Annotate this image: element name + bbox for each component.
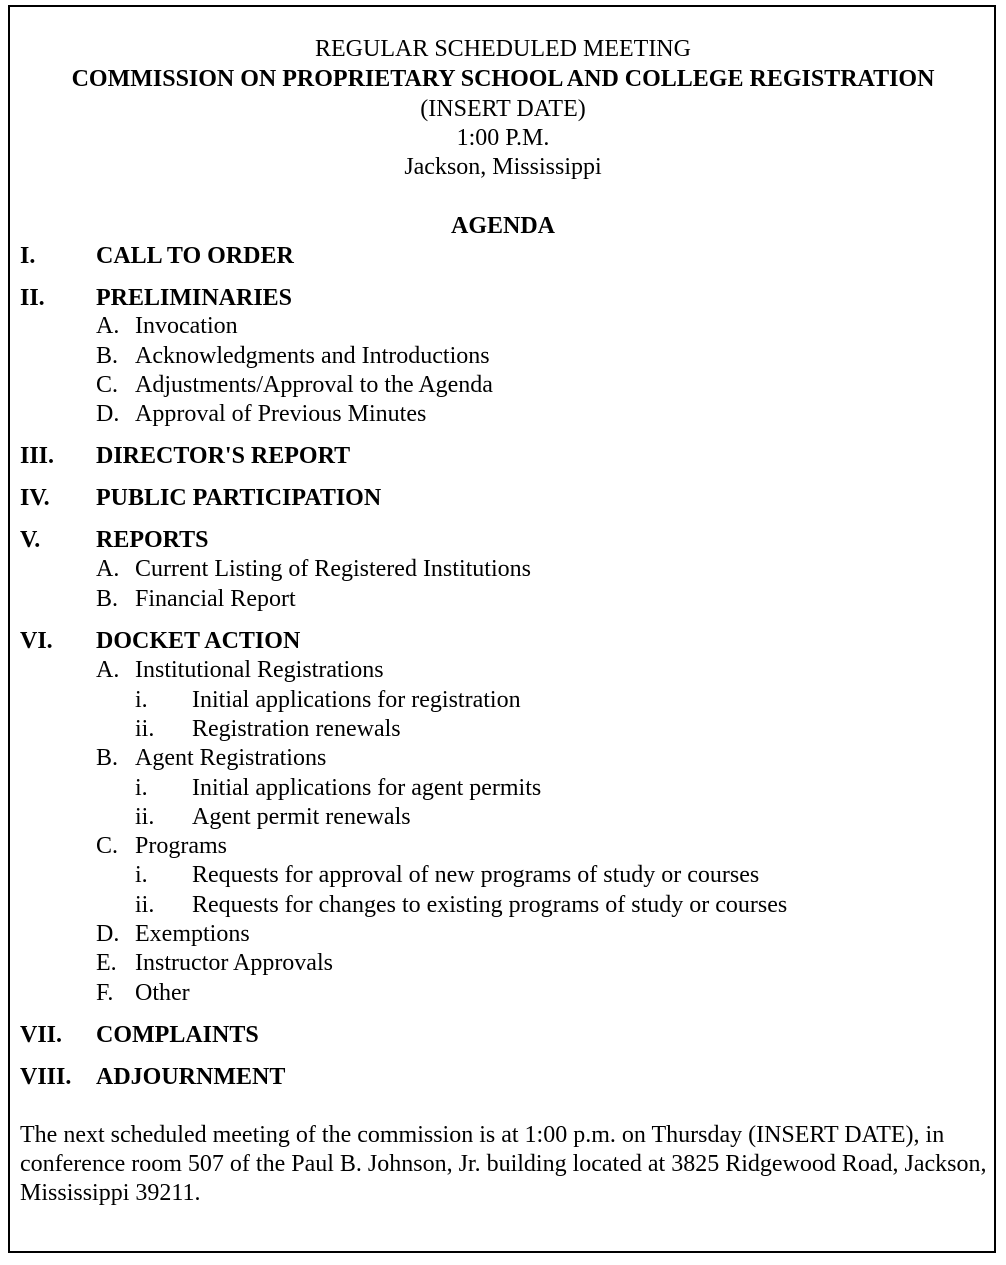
agenda-subitem: Initial applications for registration: [192, 687, 521, 713]
meeting-time: 1:00 P.M.: [456, 125, 550, 151]
agenda-subitem: Requests for approval of new programs of study or courses: [192, 862, 760, 888]
item-letter: B.: [96, 745, 119, 771]
section-title: PUBLIC PARTICIPATION: [96, 485, 382, 511]
agenda-subitem: Registration renewals: [192, 716, 401, 742]
agenda-subitem: Initial applications for agent permits: [192, 775, 542, 801]
section-title: DOCKET ACTION: [96, 628, 301, 654]
item-letter: A.: [96, 657, 120, 683]
meeting-date: (INSERT DATE): [420, 96, 586, 122]
section-number: VII.: [20, 1022, 63, 1048]
subitem-number: i.: [135, 775, 148, 801]
subitem-number: ii.: [135, 804, 155, 830]
section-title: PRELIMINARIES: [96, 285, 293, 311]
agenda-subitem: Requests for changes to existing programs of study or courses: [192, 892, 788, 918]
agenda-item: Programs: [135, 833, 227, 859]
section-title: CALL TO ORDER: [96, 243, 294, 269]
section-number: VIII.: [20, 1064, 72, 1090]
section-number: IV.: [20, 485, 50, 511]
agenda-item: Adjustments/Approval to the Agenda: [135, 372, 493, 398]
section-number: I.: [20, 243, 36, 269]
agenda-item: Acknowledgments and Introductions: [135, 343, 490, 369]
item-letter: E.: [96, 950, 117, 976]
section-title: ADJOURNMENT: [96, 1064, 286, 1090]
meeting-type-heading: REGULAR SCHEDULED MEETING: [315, 36, 691, 62]
subitem-number: ii.: [135, 892, 155, 918]
section-number: V.: [20, 527, 41, 553]
agenda-item: Other: [135, 980, 190, 1006]
meeting-location: Jackson, Mississippi: [404, 154, 602, 180]
agenda-item: Financial Report: [135, 586, 296, 612]
agenda-subitem: Agent permit renewals: [192, 804, 411, 830]
section-number: III.: [20, 443, 55, 469]
subitem-number: i.: [135, 687, 148, 713]
item-letter: C.: [96, 372, 119, 398]
item-letter: F.: [96, 980, 114, 1006]
item-letter: D.: [96, 401, 120, 427]
agenda-item: Instructor Approvals: [135, 950, 333, 976]
agenda-item: Invocation: [135, 313, 238, 339]
section-title: DIRECTOR'S REPORT: [96, 443, 351, 469]
section-title: COMPLAINTS: [96, 1022, 259, 1048]
subitem-number: i.: [135, 862, 148, 888]
agenda-item: Agent Registrations: [135, 745, 327, 771]
section-number: VI.: [20, 628, 53, 654]
item-letter: C.: [96, 833, 119, 859]
item-letter: B.: [96, 343, 119, 369]
agenda-item: Exemptions: [135, 921, 250, 947]
item-letter: D.: [96, 921, 120, 947]
agenda-item: Current Listing of Registered Institutions: [135, 556, 531, 582]
agenda-item: Institutional Registrations: [135, 657, 384, 683]
section-number: II.: [20, 285, 45, 311]
subitem-number: ii.: [135, 716, 155, 742]
agenda-title: AGENDA: [450, 213, 555, 239]
item-letter: A.: [96, 313, 120, 339]
agenda-item: Approval of Previous Minutes: [135, 401, 427, 427]
section-title: REPORTS: [96, 527, 209, 553]
item-letter: A.: [96, 556, 120, 582]
next-meeting-note: The next scheduled meeting of the commission is at 1:00 p.m. on Thursday (INSERT DATE), in conference room 507 of the Paul B. Johnson, Jr. building located at 3825 Ridgewood Road, Jackson, Mississippi 39211.: [20, 1122, 987, 1206]
commission-name-heading: COMMISSION ON PROPRIETARY SCHOOL AND COLLEGE REGISTRATION: [71, 66, 935, 92]
item-letter: B.: [96, 586, 119, 612]
